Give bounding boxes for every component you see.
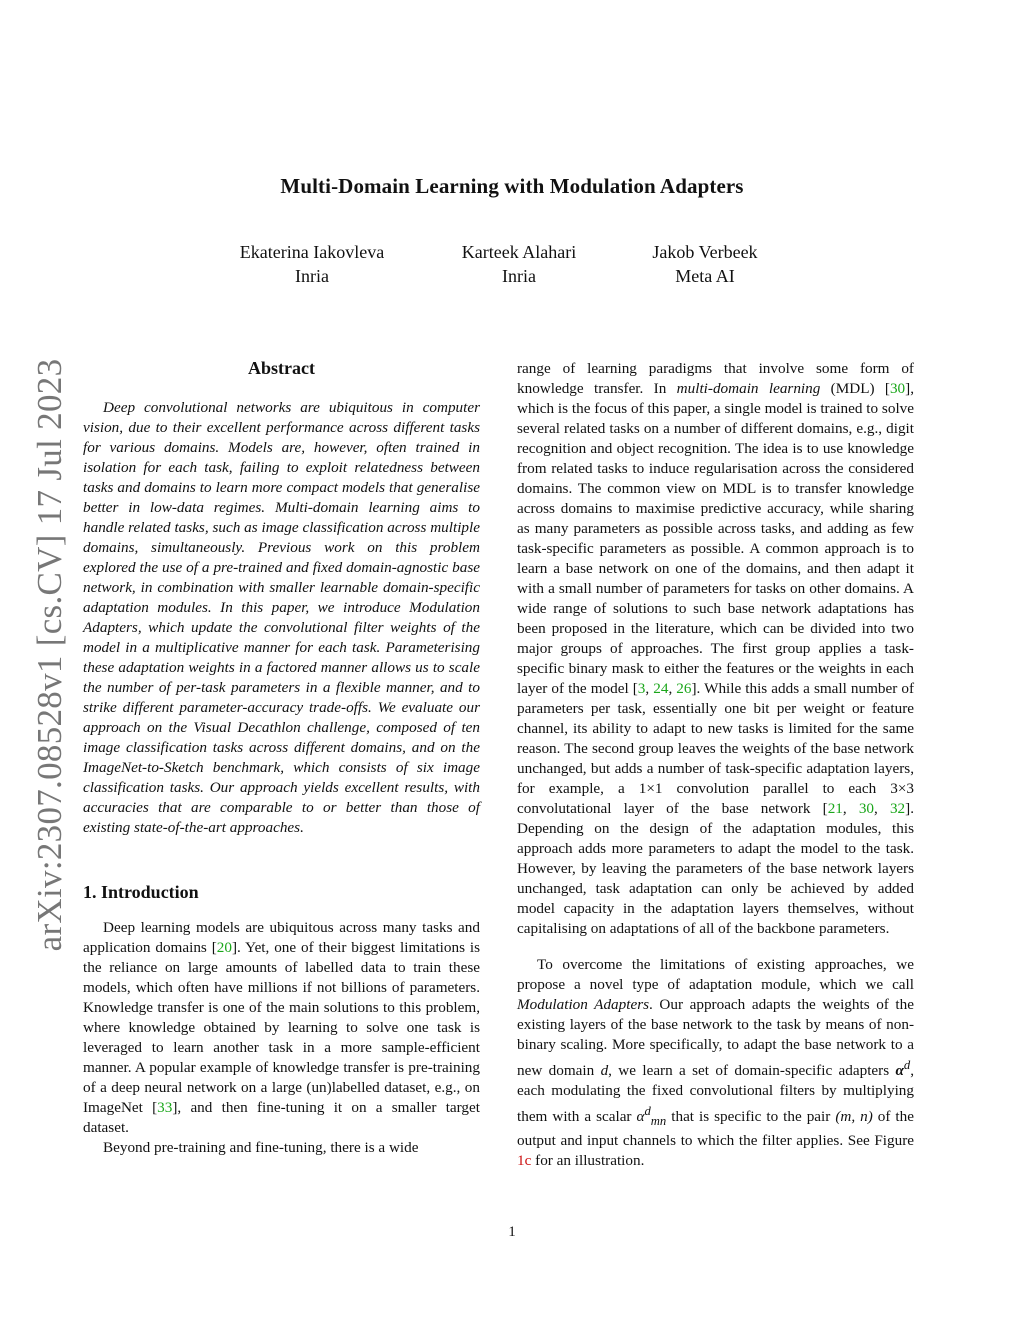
right-column — [517, 359, 914, 1171]
abstract-text: Deep convolutional networks are ubiquitous in computer vision, due to their excellent performance across different tasks for various domains. Models are, however, often trained in isolation for each task, failing to exploit relatedness between tasks and domains to learn more compact models that generalise better in low-data regimes. Multi-domain learning aims to handle related tasks, such as image classification across multiple domains, simultaneously. Previous work on this problem explored the use of a pre-trained and fixed domain-agnostic base network, in combination with smaller learnable domain-specific adaptation modules. In this paper, we introduce Modulation Adapters, which update the convolutional filter weights of the model in a multiplicative manner for each task. Parameterising these adaptation weights in a factored manner allows us to scale the number of per-task parameters in a flexible manner, and to strike different parameter-accuracy trade-offs. We evaluate our approach on the Visual Decathlon challenge, composed of ten image classification tasks across different domains, and on the ImageNet-to-Sketch benchmark, which consists of six image classification tasks. Our approach yields excellent results, with accuracies that are comparable to or better than those of existing state-of-the-art approaches. — [83, 399, 480, 836]
author-affiliation: Inria — [502, 266, 536, 286]
intro-paragraph-1: Deep learning models are ubiquitous across many tasks and application domains [20]. Yet, one of their biggest limitations is the reliance on large amounts of labelled data to train these models, which often have millions if not billions of parameters. Knowledge transfer is one of the main solutions to this problem, where knowledge obtained by learning to solve one task is leveraged to learn another task in a more sample-efficient manner. A popular example of knowledge transfer is pre-training of a deep neural network on a large (un)labelled dataset, e.g., on ImageNet [33], and then fine-tuning it on a smaller target dataset. — [83, 919, 480, 1136]
intro-paragraph-2-continued: range of learning paradigms that involve some form of knowledge transfer. In multi-domain learning (MDL) [30], which is the focus of this paper, a single model is trained to solve several related tasks on a number of different domains, e.g., digit recognition and object recognition. The idea is to use knowledge from related tasks to induce regularisation across the considered domains. The common view on MDL is to transfer knowledge across domains to maximise predictive accuracy, while sharing as many parameters as possible across tasks, and adding as few task-specific parameters as possible. A common approach is to learn a base network on one of the domains, and then adapt it with a small number of parameters for tasks on other domains. A wide range of solutions to such base network adaptations has been proposed in the literature, which can be divided into two major groups of approaches. The first group applies a task-specific binary mask to either the features or the weights in each layer of the model [3, 24, 26]. While this adds a small number of parameters per task, essentially one bit per weight or feature channel, its ability to adapt to new tasks is limited for the same reason. The second group leaves the weights of the base network unchanged, but adds a number of task-specific adaptation layers, for example, a 1×1 convolution parallel to each 3×3 convolutational layer of the base network [21, 30, 32]. Depending on the design of the adaptation modules, this approach adds more parameters to adapt the model to the task. However, by leaving the parameters of the base network layers unchanged, task adaptation can only be achieved by added model capacity in the adaptation layers themselves, without capitalising on adaptations of all of the backbone parameters. — [517, 360, 915, 937]
author-name: Ekaterina Iakovleva — [239, 242, 385, 262]
paper-title: Multi-Domain Learning with Modulation Adapters — [280, 174, 744, 198]
citation-link[interactable]: 3 — [637, 680, 646, 697]
citation-link[interactable]: 24 — [653, 680, 669, 697]
citation-link[interactable]: 21 — [827, 800, 843, 817]
left-column — [83, 356, 480, 1158]
author-1 — [212, 240, 412, 288]
author-3 — [605, 240, 805, 288]
author-affiliation: Meta AI — [675, 266, 735, 286]
emphasis-term: multi-domain learning — [676, 380, 821, 397]
intro-paragraph-3: To overcome the limitations of existing approaches, we propose a novel type of adaptation module, which we call Modulation Adapters. Our approach adapts the weights of the existing layers of the base network to the task by means of non-binary scaling. More specifically, to adapt the base network to a new domain d, we learn a set of domain-specific adapters $\alpha^d$, each modulating the fixed convolutional filters by multiplying them with a scalar $\alpha^d_{mn}$ that is specific to the pair (m, n) of the output and input channels to which the filter applies. See Figure 1c for an illustration. — [517, 956, 915, 1170]
citation-link[interactable]: 26 — [676, 680, 692, 697]
abstract-heading: Abstract — [248, 358, 315, 378]
citation-link[interactable]: 20 — [216, 939, 232, 956]
author-affiliation: Inria — [295, 266, 329, 286]
author-name: Karteek Alahari — [461, 242, 577, 262]
emphasis-term: Modulation Adapters — [517, 996, 650, 1013]
intro-paragraph-2-start: Beyond pre-training and fine-tuning, there is a wide — [103, 1139, 419, 1156]
math-symbol: α — [895, 1062, 904, 1080]
author-name: Jakob Verbeek — [652, 242, 758, 262]
math-symbol: α — [636, 1108, 645, 1126]
math-symbol: d — [600, 1062, 609, 1080]
arxiv-identifier: arXiv:2307.08528v1 [cs.CV] 17 Jul 2023 — [30, 358, 69, 952]
citation-link[interactable]: 30 — [858, 800, 875, 817]
author-2 — [419, 240, 619, 288]
citation-link[interactable]: 32 — [889, 800, 906, 817]
citation-link[interactable]: 33 — [157, 1099, 173, 1116]
math-symbol: (m, n) — [835, 1108, 873, 1126]
page-number: 1 — [508, 1224, 516, 1240]
section-heading-introduction: 1. Introduction — [83, 882, 199, 902]
citation-link[interactable]: 30 — [889, 380, 906, 397]
figure-reference-link[interactable]: 1c — [517, 1152, 532, 1170]
